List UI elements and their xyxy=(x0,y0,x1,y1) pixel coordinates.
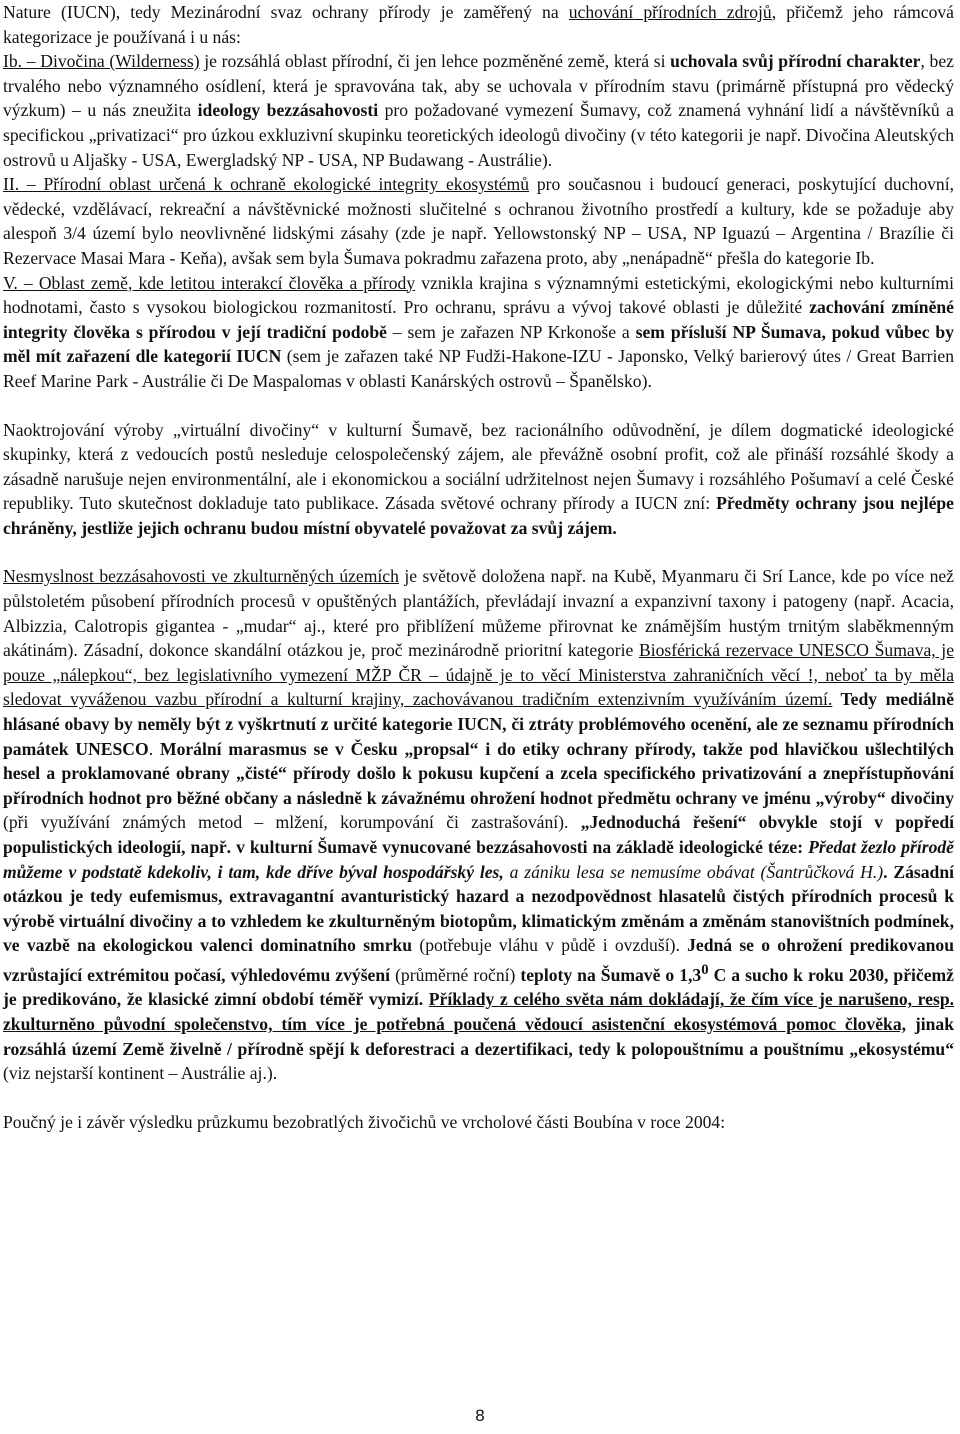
paragraph-spacer xyxy=(3,540,954,564)
bold-text: Morální marasmus se v Česku „propsal“ i do etiky ochrany přírody, takže pod hlavičkou ušlechtilých hesel a proklamované obrany „čisté“ přírody došlo k pokusu kupčení a zcela specifického privatizování a znepřístupňování přírodních hodnot pro běžné občany a následně k závažnému ohrožení hodnot předmětu ochrany ve jménu „výroby“ divočiny xyxy=(3,738,955,808)
underlined-text: Biosférická rezervace UNESCO Šumava, je pouze „nálepkou“, bez legislativního vymezení MŽP ČR – údajně je to věcí Ministerstva zahraničních věcí !, neboť ta by měla sledovat vyváženou vazbu přírodní a kulturní krajiny, zachovávanou tradičním extenzivním využíváním území. xyxy=(3,640,955,710)
text: Poučný je i závěr výsledku průzkumu bezobratlých živočichů ve vrcholové části Boubína v roce 2004: xyxy=(3,1111,726,1132)
bold-text: . Zásadní otázkou je tedy eufemismus, extravagantní avanturistický hazard a nezodpovědnost hlasatelů čistých přírodních procesů k výrobě virtuální divočiny a to vzhledem ke zkulturněným biotopům, klimatickým změnám a změnám stanovištních podmínek, ve vazbě na ekologickou valenci dominatního smrku xyxy=(3,861,954,956)
bold-text: C a sucho k roku 2030, přičemž je predikováno, že klasické zimní období téměř vymizí. xyxy=(3,964,954,1010)
bold-text: sem přísluší NP Šumava, pokud vůbec by měl mít zařazení dle kategorií IUCN xyxy=(3,321,955,367)
text: Nature (IUCN), tedy Mezinárodní svaz ochrany přírody je zaměřený na xyxy=(3,2,569,22)
text: vznikla krajina s významnými estetickými, ekologickými nebo kulturními hodnotami, často s vysokou biologickou rozmanitostí. Pro ochranu, správu a vývoj takové oblasti je důležité xyxy=(3,272,954,318)
bold-text: Předměty ochrany jsou nejlépe chráněny, jestliže jejich ochranu budou místní obyvatelé považovat za svůj zájem. xyxy=(3,493,954,538)
text: (průměrné roční) xyxy=(390,964,521,985)
paragraph-category-v xyxy=(3,271,954,394)
bold-text: Jedná se o ohrožení predikovanou vzrůstající extrémitou počasí, výhledovému zvýšení xyxy=(3,935,954,985)
category-heading: Ib. – Divočina (Wilderness) xyxy=(3,51,200,72)
text: (sem je zařazen také NP Fudži-Hakone-IZU - Japonsko, Velký barierový útes / Great Barrien Reef Marine Park - Austrálie či De Maspalomas v oblasti Kanárských ostrovů – Španělsko). xyxy=(3,346,955,391)
text: . xyxy=(148,738,160,759)
bold-underlined-text: Příklady z celého světa nám dokládají, že čím více je narušeno, resp. zkulturněno původní společenstvo, tím více je potřebná poučená vědoucí asistenční ekosystémová pomoc člověka, xyxy=(3,989,955,1035)
text: Naoktrojování výroby „virtuální divočiny“ v kulturní Šumavě, bez racionálního odůvodnění, je dílem dogmatické ideologické skupinky, která z vedoucích postů nesleduje celospolečenský zájem, ale převážně osobní profit, což ale přináší rozsáhlé škody a zásadně narušuje nejen environmentální, ale i ekonomickou a sociální udržitelnost nejen Šumavy i rozsáhlého Pošumaví a celé České republiky. Tuto skutečnost dokladuje tato publikace. Zásada světové ochrany přírody a IUCN zní: xyxy=(3,419,954,514)
bold-text: jinak rozsáhlá území Země živelně / přírodně spějí k deforestraci a dezertifikaci, tedy k polopouštnímu a pouštnímu „ekosystému“ xyxy=(3,1014,954,1059)
underlined-text: Nesmyslnost bezzásahovosti ve zkulturněných územích xyxy=(3,566,399,587)
paragraph-nonintervention xyxy=(3,564,954,1085)
bold-text: zachování zmíněné integrity člověka s přírodou v její tradiční podobě xyxy=(3,297,954,342)
text: je rozsáhlá oblast přírodní, či jen lehce pozměněné země, která si xyxy=(199,51,671,72)
text: (viz nejstarší kontinent – Austrálie aj.). xyxy=(3,1063,278,1084)
text: je světově doložena např. na Kubě, Myanmaru či Srí Lance, kde po více než půlstoletém působení přírodních procesů v opuštěných plantážích, převládají invazní a expanzivní taxony i patogeny (např. Acacia, Albizzia, Calotropis gigantea - „mudar“ aj., které pro přiblížení můžeme přirovnat ke známějším hustým trnitým slaběkmenným akátinám). Zásadní, dokonce skandální otázkou je, proč mezinárodně prioritní kategorie xyxy=(3,566,954,661)
text: pro požadované vymezení Šumavy, což znamená vyhnání lidí a návštěvníků a specifickou „privatizaci“ pro úzkou exkluzivní skupinku teoretických ideologů divočiny (v této kategorii je např. Divočina Aleutských ostrovů u Aljašky - USA, Ewergladský NP - USA, NP Budawang - Austrálie). xyxy=(3,100,954,170)
category-heading: V. – Oblast země, kde letitou interakcí člověka a přírody xyxy=(3,272,416,293)
paragraph-spacer xyxy=(3,1086,954,1110)
bold-text: „Jednoduchá řešení“ obvykle stojí v popředí populistických ideologií, např. v kulturní Šumavě vynucované bezzásahovosti na základě ideologické téze: xyxy=(3,812,954,857)
page-number: 8 xyxy=(475,1406,485,1425)
paragraph-spacer xyxy=(3,394,954,418)
document-page xyxy=(3,0,954,1134)
text: , přičemž jeho rámcová kategorizace je používaná i u nás: xyxy=(3,2,954,47)
paragraph-virtual-wilderness xyxy=(3,418,954,541)
text: , bez trvalého nebo významného osídlení, která je spravována tak, aby se uchovala v přírodním stavu (primárně přístupná pro vědecký výzkum) – u nás zneužita xyxy=(3,51,954,121)
italic-quote: a zániku lesa se nemusíme obávat (Šantrůčková H.) xyxy=(503,861,884,882)
bold-text: uchovala svůj přírodní charakter xyxy=(670,51,921,72)
category-heading: II. – Přírodní oblast určená k ochraně ekologické integrity ekosystémů xyxy=(3,174,530,195)
underlined-text: uchování přírodních zdrojů xyxy=(568,2,772,22)
bold-text: ideology bezzásahovosti xyxy=(197,100,379,121)
text: (při využívání známých metod – mlžení, korumpování či zastrašování). xyxy=(3,812,581,833)
bold-italic-quote: Předat žezlo přírodě můžeme v podstatě kdekoliv, i tam, kde dříve býval hospodářský les, xyxy=(3,837,954,882)
superscript: 0 xyxy=(701,961,709,978)
paragraph-boubin-survey xyxy=(3,1110,954,1135)
text: (potřebuje vláhu v půdě i ovzduší). xyxy=(412,935,688,956)
paragraph-iucn-intro xyxy=(3,0,954,49)
paragraph-category-ii xyxy=(3,172,954,270)
text: pro současnou i budoucí generaci, poskytující duchovní, vědecké, vzdělávací, rekreační a návštěvnické možnosti slučitelné s ochranou životního prostředí a kultury, kde se požaduje aby alespoň 3/4 území bylo neovlivněné lidskými zásahy (zde je např. Yellowstonský NP – USA, NP Iguazú – Argentina / Brazílie či Rezervace Masai Mara - Keňa), avšak sem byla Šumava pokradmu zařazena proto, aby „nenápadně“ přešla do kategorie Ib. xyxy=(3,174,954,268)
paragraph-category-ib xyxy=(3,49,954,172)
bold-text: teploty na Šumavě o 1,3 xyxy=(520,964,702,985)
bold-text: Tedy mediálně hlásané obavy by neměly být z vyškrtnutí z určité kategorie IUCN, či ztráty problémového ocenění, ale ze seznamu přírodních památek UNESCO xyxy=(3,689,954,759)
text: – sem je zařazen NP Krkonoše a xyxy=(386,321,636,342)
